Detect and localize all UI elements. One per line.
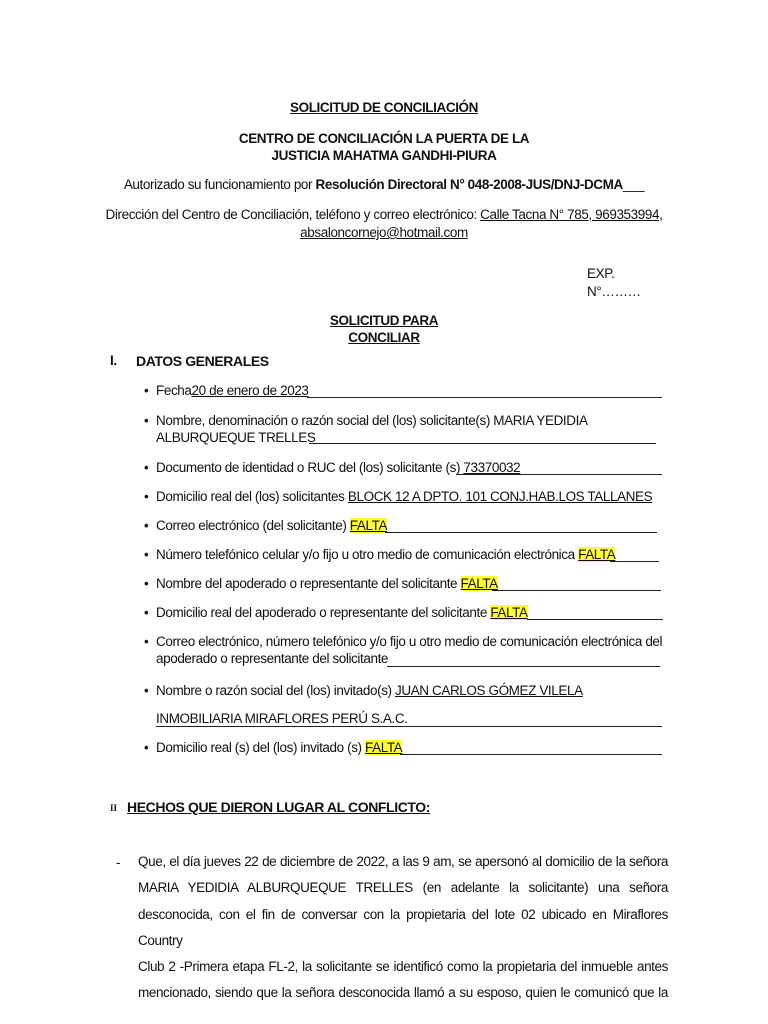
field-label: Número telefónico celular y/o fijo u otro medio de comunicación electrónica <box>156 547 579 562</box>
paragraph-line: Que, el día jueves 22 de diciembre de 2022, a las 9 am, se apersonó al domicilio de la señora <box>138 854 668 869</box>
field-value: FALTA <box>349 518 388 533</box>
field-value: FALTA <box>490 605 528 620</box>
section-2-heading: HECHOS QUE DIERON LUGAR AL CONFLICTO: <box>127 799 431 815</box>
fill-line <box>527 619 663 620</box>
field-value: JUAN CARLOS GÓMEZ VILELA <box>395 683 583 698</box>
field-label: Correo electrónico, número telefónico y/o fijo u otro medio de comunicación electrónica del <box>156 634 663 649</box>
facts-paragraph <box>138 849 668 1007</box>
paragraph-line: MARIA YEDIDIA ALBURQUEQUE TRELLES (en adelante la solicitante) una señora <box>138 880 668 896</box>
fill-line <box>156 726 662 727</box>
document-title: SOLICITUD DE CONCILIACIÓN <box>290 100 478 115</box>
field-value: FALTA <box>578 547 616 562</box>
bullet: • <box>144 576 149 591</box>
paragraph-line: mencionado, siendo que la señora desconocida llamó a su esposo, quien le comunicó que la <box>138 985 668 1001</box>
center-name-line-2: JUSTICIA MAHATMA GANDHI-PIURA <box>271 148 497 163</box>
bullet: • <box>144 518 149 533</box>
bullet: • <box>144 740 149 755</box>
section-1-heading: DATOS GENERALES <box>136 353 269 369</box>
subtitle-line-1: SOLICITUD PARA <box>329 313 439 328</box>
bullet: • <box>144 634 149 649</box>
field-label: Nombre del apoderado o representante del solicitante <box>156 576 461 591</box>
bullet: • <box>144 547 149 562</box>
exp-label: EXP. <box>587 266 615 281</box>
field-label: Documento de identidad o RUC del (los) solicitante (s) <box>156 460 464 475</box>
field-telefono-solicitante <box>144 546 664 563</box>
field-value: ALBURQUEQUE TRELLES <box>156 430 316 445</box>
field-label: Fecha <box>156 383 192 398</box>
paragraph-line: Club 2 -Primera etapa FL-2, la solicitante se identificó como la propietaria del inmueble antes <box>138 959 668 975</box>
field-label: Nombre o razón social del (los) invitado(s) <box>156 683 395 698</box>
bullet: • <box>144 605 149 620</box>
fill-line <box>309 443 656 444</box>
field-nombre-invitado <box>144 682 664 699</box>
field-contacto-apoderado <box>144 633 664 667</box>
bullet: • <box>144 383 149 398</box>
field-value: apoderado o representante del solicitante <box>156 651 389 666</box>
center-name-line-1: CENTRO DE CONCILIACIÓN LA PUERTA DE LA <box>238 131 530 146</box>
bullet: • <box>144 413 149 428</box>
field-value: 73370032 <box>463 460 521 475</box>
field-label: Domicilio real del (los) solicitantes <box>156 489 348 504</box>
field-label: Nombre, denominación o razón social del (los) solicitante(s) MARIA YEDIDIA <box>156 413 588 428</box>
fill-line <box>400 754 662 755</box>
bullet: • <box>144 460 149 475</box>
center-email: absaloncornejo@hotmail.com <box>300 225 468 240</box>
fill-line <box>456 474 662 475</box>
address-line <box>0 207 768 222</box>
authorization-resolution: Resolución Directoral N° 048-2008-JUS/DNJ-DCMA <box>315 177 623 192</box>
field-domicilio-solicitante <box>144 488 664 505</box>
paragraph-dash: - <box>116 855 121 870</box>
exp-number: N°……… <box>587 284 641 299</box>
authorization-line <box>0 177 768 192</box>
fill-line <box>385 532 657 533</box>
field-value: 20 de enero de 2023 <box>191 383 309 398</box>
field-nombre-invitado-2: INMOBILIARIA MIRAFLORES PERÚ S.A.C. <box>156 711 408 726</box>
subtitle-line-2: CONCILIAR <box>348 330 420 345</box>
field-label: Domicilio real (s) del (los) invitado (s) <box>156 740 366 755</box>
fill-line <box>492 590 661 591</box>
field-value: BLOCK 12 A DPTO. 101 CONJ.HAB.LOS TALLANES <box>347 489 653 504</box>
address-value: Calle Tacna N° 785, 969353994, <box>480 207 663 222</box>
field-value: FALTA <box>365 740 403 755</box>
section-1-number: I. <box>110 353 117 368</box>
authorization-suffix: ___ <box>622 177 645 192</box>
field-nombre-solicitante <box>144 412 664 446</box>
fill-line <box>387 666 660 667</box>
paragraph-line: desconocida, con el fin de conversar con la propietaria del lote 02 ubicado en Miraflores Country <box>138 906 668 948</box>
address-label: Dirección del Centro de Conciliación, teléfono y correo electrónico: <box>105 207 481 222</box>
email-line <box>0 225 768 240</box>
authorization-prefix: Autorizado su funcionamiento por <box>123 177 316 192</box>
field-label: Correo electrónico (del solicitante) <box>156 518 350 533</box>
bullet: • <box>144 683 149 698</box>
fill-line <box>307 397 662 398</box>
field-value: FALTA <box>460 576 498 591</box>
bullet: • <box>144 489 149 504</box>
section-2-number: II <box>110 803 118 813</box>
field-label: Domicilio real del apoderado o representante del solicitante <box>156 605 491 620</box>
fill-line <box>610 561 659 562</box>
